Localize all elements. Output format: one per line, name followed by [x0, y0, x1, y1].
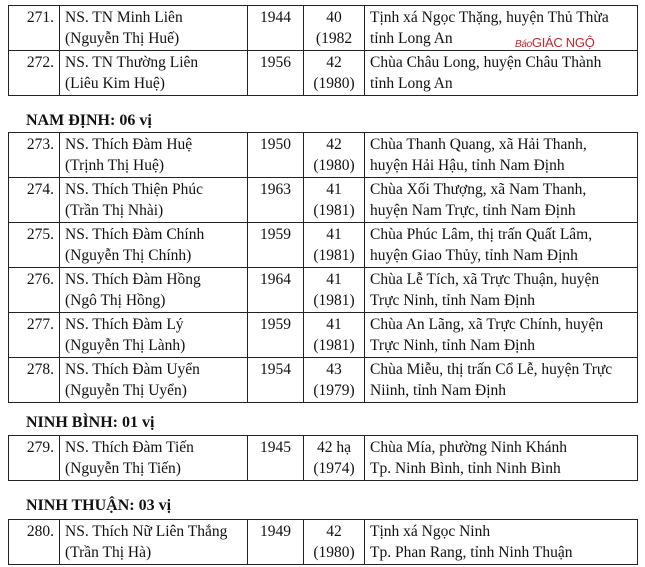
entry-birth-year [248, 6, 304, 51]
entry-address-line: huyện Giao Thủy, tỉnh Nam Định [370, 247, 578, 264]
entry-ha-lap [304, 178, 365, 223]
entry-number-line: 278. [26, 361, 54, 378]
entry-name-line: (Nguyễn Thị Uyển) [65, 382, 187, 399]
table-ninh-binh [8, 435, 638, 481]
section-title-ninh-thuan: NINH THUẬN: 03 vị [26, 497, 172, 514]
entry-birth-year [248, 178, 304, 223]
entry-address-line: Tịnh xá Ngọc Thặng, huyện Thủ Thừa [370, 9, 609, 26]
entry-name-line: (Trần Thị Nhài) [65, 202, 164, 219]
entry-name-line: (Ngô Thị Hồng) [65, 292, 166, 309]
entry-address-line: Chùa An Lãng, xã Trực Chính, huyện [370, 316, 604, 333]
entry-birth-year-line: 1959 [260, 316, 291, 333]
entry-number-line: 271. [26, 9, 54, 26]
entry-birth-year-line: 1949 [260, 523, 291, 540]
entry-name-line: NS. Thích Thiện Phúc [65, 181, 204, 198]
entry-address-line: Chùa Lễ Tích, xã Trực Thuận, huyện [370, 271, 600, 288]
entry-ha-lap-line: 40 [326, 9, 342, 26]
entry-address-line: Tịnh xá Ngọc Ninh [370, 523, 491, 540]
entry-name-line: NS. Thích Đàm Tiến [65, 439, 194, 456]
table-row [9, 178, 638, 223]
table-row [9, 358, 638, 403]
entry-address-line: Chùa Mía, phường Ninh Khánh [370, 439, 567, 456]
entry-address [365, 268, 638, 313]
entry-name-line: NS. Thích Đàm Uyển [65, 361, 200, 378]
entry-number [9, 51, 60, 96]
entry-number-line: 274. [26, 181, 54, 198]
entry-ha-lap-line: (1981) [313, 292, 355, 309]
entry-ha-lap-line: (1980) [313, 157, 355, 174]
entry-address-line: Chùa Phúc Lâm, thị trấn Quất Lâm, [370, 226, 593, 243]
entry-number [9, 520, 60, 565]
entry-ha-lap-line: 41 [326, 226, 342, 243]
entry-name [60, 6, 248, 51]
entry-ha-lap-line: (1981) [313, 337, 355, 354]
entry-birth-year [248, 358, 304, 403]
entry-address-line: Trực Ninh, tỉnh Nam Định [370, 292, 535, 309]
table-row [9, 133, 638, 178]
entry-number [9, 133, 60, 178]
entry-birth-year-line: 1945 [260, 439, 291, 456]
entry-birth-year [248, 436, 304, 481]
entry-ha-lap [304, 436, 365, 481]
entry-number-line: 273. [26, 136, 54, 153]
table-row [9, 223, 638, 268]
entry-address-line: Tp. Phan Rang, tỉnh Ninh Thuận [370, 544, 573, 561]
entry-ha-lap-line: (1981) [313, 202, 355, 219]
entry-address-line: Chùa Châu Long, huyện Châu Thành [370, 54, 602, 71]
entry-birth-year-line: 1944 [260, 9, 291, 26]
entry-ha-lap-line: 41 [326, 271, 342, 288]
entry-name-line: (Trần Thị Hà) [65, 544, 152, 561]
entry-ha-lap [304, 223, 365, 268]
entry-address [365, 358, 638, 403]
entry-ha-lap-line: 41 [326, 316, 342, 333]
entry-name-line: NS. Thích Nữ Liên Thắng [65, 523, 228, 540]
entry-ha-lap-line: 42 [326, 136, 342, 153]
entry-address [365, 313, 638, 358]
table-row [9, 313, 638, 358]
entry-name-line: (Nguyễn Thị Huế) [65, 30, 180, 47]
entry-ha-lap [304, 133, 365, 178]
entry-birth-year-line: 1963 [260, 181, 291, 198]
entry-number [9, 6, 60, 51]
watermark-logo: BáoGIÁC NGỘ [515, 35, 595, 50]
entry-birth-year [248, 313, 304, 358]
entry-address-line: Chùa Xối Thượng, xã Nam Thanh, [370, 181, 587, 198]
entry-birth-year-line: 1954 [260, 361, 291, 378]
entry-name-line: NS. TN Minh Liên [65, 9, 183, 26]
entry-ha-lap-line: (1980) [313, 544, 355, 561]
entry-address [365, 178, 638, 223]
entry-birth-year [248, 223, 304, 268]
table-long-an [8, 5, 638, 96]
section-title-nam-dinh: NAM ĐỊNH: 06 vị [26, 112, 152, 129]
entry-name-line: NS. Thích Đàm Huệ [65, 136, 193, 153]
entry-name [60, 223, 248, 268]
entry-ha-lap [304, 268, 365, 313]
entry-name-line: NS. Thích Đàm Lý [65, 316, 184, 333]
entry-address-line: Chùa Miễu, thị trấn Cổ Lễ, huyện Trực [370, 361, 613, 378]
entry-ha-lap-line: (1974) [313, 460, 355, 477]
entry-ha-lap-line: 41 [326, 181, 342, 198]
entry-name-line: NS. Thích Đàm Chính [65, 226, 205, 243]
entry-ha-lap [304, 358, 365, 403]
entry-name-line: NS. TN Thường Liên [65, 54, 199, 71]
table-row [9, 51, 638, 96]
table-ninh-thuan [8, 519, 638, 565]
entry-birth-year-line: 1964 [260, 271, 291, 288]
entry-birth-year [248, 520, 304, 565]
entry-ha-lap-line: (1979) [313, 382, 355, 399]
entry-birth-year [248, 268, 304, 313]
entry-number-line: 279. [26, 439, 54, 456]
entry-name [60, 133, 248, 178]
entry-number-line: 277. [26, 316, 54, 333]
entry-address [365, 51, 638, 96]
entry-name [60, 268, 248, 313]
entry-ha-lap [304, 520, 365, 565]
entry-address-line: huyện Nam Trực, tỉnh Nam Định [370, 202, 576, 219]
table-nam-dinh [8, 132, 638, 403]
entry-birth-year-line: 1950 [260, 136, 291, 153]
entry-name [60, 358, 248, 403]
entry-number [9, 268, 60, 313]
entry-address [365, 223, 638, 268]
entry-address-line: tỉnh Long An [370, 75, 453, 92]
entry-ha-lap-line: (1980) [313, 75, 355, 92]
entry-address-line: Trực Ninh, tỉnh Nam Định [370, 337, 535, 354]
entry-address-line: tỉnh Long An [370, 30, 453, 47]
table-row [9, 268, 638, 313]
entry-ha-lap-line: 42 hạ [316, 439, 351, 456]
entry-ha-lap-line: 42 [326, 523, 342, 540]
entry-address [365, 133, 638, 178]
entry-name [60, 313, 248, 358]
entry-address-line: Niinh, tỉnh Nam Định [370, 382, 507, 399]
entry-birth-year-line: 1956 [260, 54, 291, 71]
entry-number-line: 275. [26, 226, 54, 243]
entry-name [60, 436, 248, 481]
entry-address-line: huyện Hải Hậu, tỉnh Nam Định [370, 157, 565, 174]
entry-birth-year-line: 1959 [260, 226, 291, 243]
entry-name [60, 51, 248, 96]
entry-name-line: (Trịnh Thị Huệ) [65, 157, 165, 174]
entry-address [365, 520, 638, 565]
entry-address-line: Tp. Ninh Bình, tỉnh Ninh Bình [370, 460, 561, 477]
entry-name-line: (Liêu Kim Huệ) [65, 75, 165, 92]
entry-ha-lap [304, 313, 365, 358]
table-row [9, 520, 638, 565]
entry-number [9, 178, 60, 223]
entry-name-line: (Nguyễn Thị Tiến) [65, 460, 181, 477]
entry-birth-year [248, 133, 304, 178]
entry-name-line: (Nguyễn Thị Lành) [65, 337, 186, 354]
entry-address-line: Chùa Thanh Quang, xã Hải Thanh, [370, 136, 587, 153]
table-row [9, 436, 638, 481]
entry-ha-lap-line: 42 [326, 54, 342, 71]
entry-number [9, 436, 60, 481]
entry-name-line: (Nguyễn Thị Chính) [65, 247, 192, 264]
entry-birth-year [248, 51, 304, 96]
entry-ha-lap [304, 6, 365, 51]
entry-ha-lap-line: (1982 [315, 30, 353, 47]
entry-name [60, 520, 248, 565]
entry-name [60, 178, 248, 223]
entry-ha-lap-line: 43 [326, 361, 342, 378]
entry-address [365, 6, 638, 51]
entry-address [365, 436, 638, 481]
entry-number [9, 223, 60, 268]
entry-ha-lap [304, 51, 365, 96]
entry-name-line: NS. Thích Đàm Hồng [65, 271, 201, 288]
entry-ha-lap-line: (1981) [313, 247, 355, 264]
section-title-ninh-binh: NINH BÌNH: 01 vị [26, 414, 155, 431]
entry-number-line: 272. [26, 54, 54, 71]
entry-number [9, 358, 60, 403]
entry-number-line: 280. [26, 523, 54, 540]
entry-number-line: 276. [26, 271, 54, 288]
entry-number [9, 313, 60, 358]
